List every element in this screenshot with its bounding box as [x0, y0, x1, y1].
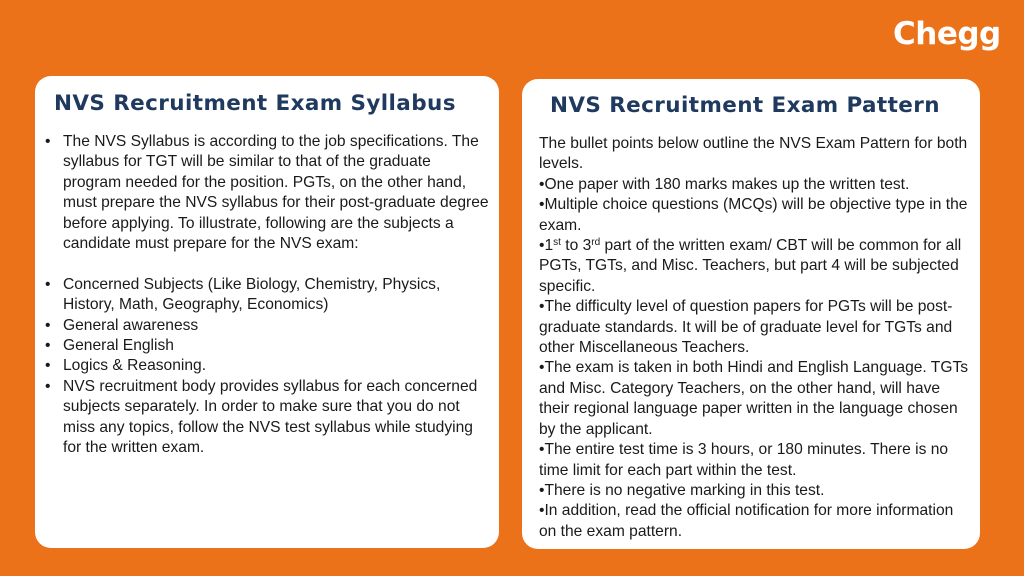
pattern-parts-sup-rd: rd — [591, 237, 601, 249]
pattern-parts-sup-st: st — [553, 237, 561, 249]
pattern-point-duration: •The entire test time is 3 hours, or 180 minutes. There is no time limit for each part within the test. — [539, 441, 949, 479]
pattern-point-language: •The exam is taken in both Hindi and English Language. TGTs and Misc. Category Teachers, on the other hand, will have their regional language paper written in the language chosen by the applicant. — [539, 359, 969, 438]
pattern-parts-pre: •1 — [539, 237, 554, 255]
syllabus-intro-list — [43, 132, 491, 254]
syllabus-title: NVS Recruitment Exam Syllabus — [54, 91, 456, 116]
syllabus-item-general-english: • General English — [43, 336, 491, 356]
pattern-point-negative-marking: •There is no negative marking in this test. — [539, 481, 825, 499]
pattern-body — [539, 134, 971, 542]
syllabus-item-general-awareness: • General awareness — [43, 316, 491, 336]
chegg-logo: Chegg — [893, 16, 1001, 52]
syllabus-item-nvs-recruitment-body: • NVS recruitment body provides syllabus for each concerned subjects separately. In order to make sure that you do not miss any topics, follow the NVS test syllabus while studying for the written exam. — [43, 377, 491, 459]
pattern-parts-post: part of the written exam/ CBT will be common for all PGTs, TGTs, and Misc. Teachers, but part 4 will be subjected specific. — [539, 237, 962, 295]
syllabus-item-logics-reasoning: • Logics & Reasoning. — [43, 356, 491, 376]
syllabus-body — [43, 132, 491, 458]
pattern-card — [522, 79, 980, 549]
spacer — [43, 254, 491, 274]
pattern-intro: The bullet points below outline the NVS Exam Pattern for both levels. — [539, 135, 968, 173]
pattern-point-parts — [539, 236, 971, 297]
pattern-point-paper: •One paper with 180 marks makes up the written test. — [539, 175, 910, 193]
syllabus-intro: • The NVS Syllabus is according to the job specifications. The syllabus for TGT will be similar to that of the graduate program needed for the position. PGTs, on the other hand, must prepare the NVS syllabus for their post-graduate degree before applying. To illustrate, following are the subjects a candidate must prepare for the NVS exam: — [43, 132, 491, 254]
pattern-parts-mid: to 3 — [560, 237, 592, 255]
pattern-point-mcq: •Multiple choice questions (MCQs) will be objective type in the exam. — [539, 196, 968, 234]
syllabus-subject-list — [43, 275, 491, 459]
pattern-point-difficulty: •The difficulty level of question papers for PGTs will be post-graduate standards. It will be of graduate level for TGTs and other Miscellaneous Teachers. — [539, 298, 953, 357]
syllabus-item-concerned-subjects: • Concerned Subjects (Like Biology, Chemistry, Physics, History, Math, Geography, Economics) — [43, 275, 491, 316]
pattern-title: NVS Recruitment Exam Pattern — [550, 93, 940, 118]
syllabus-card — [35, 76, 499, 548]
pattern-point-notification: •In addition, read the official notification for more information on the exam pattern. — [539, 502, 954, 540]
